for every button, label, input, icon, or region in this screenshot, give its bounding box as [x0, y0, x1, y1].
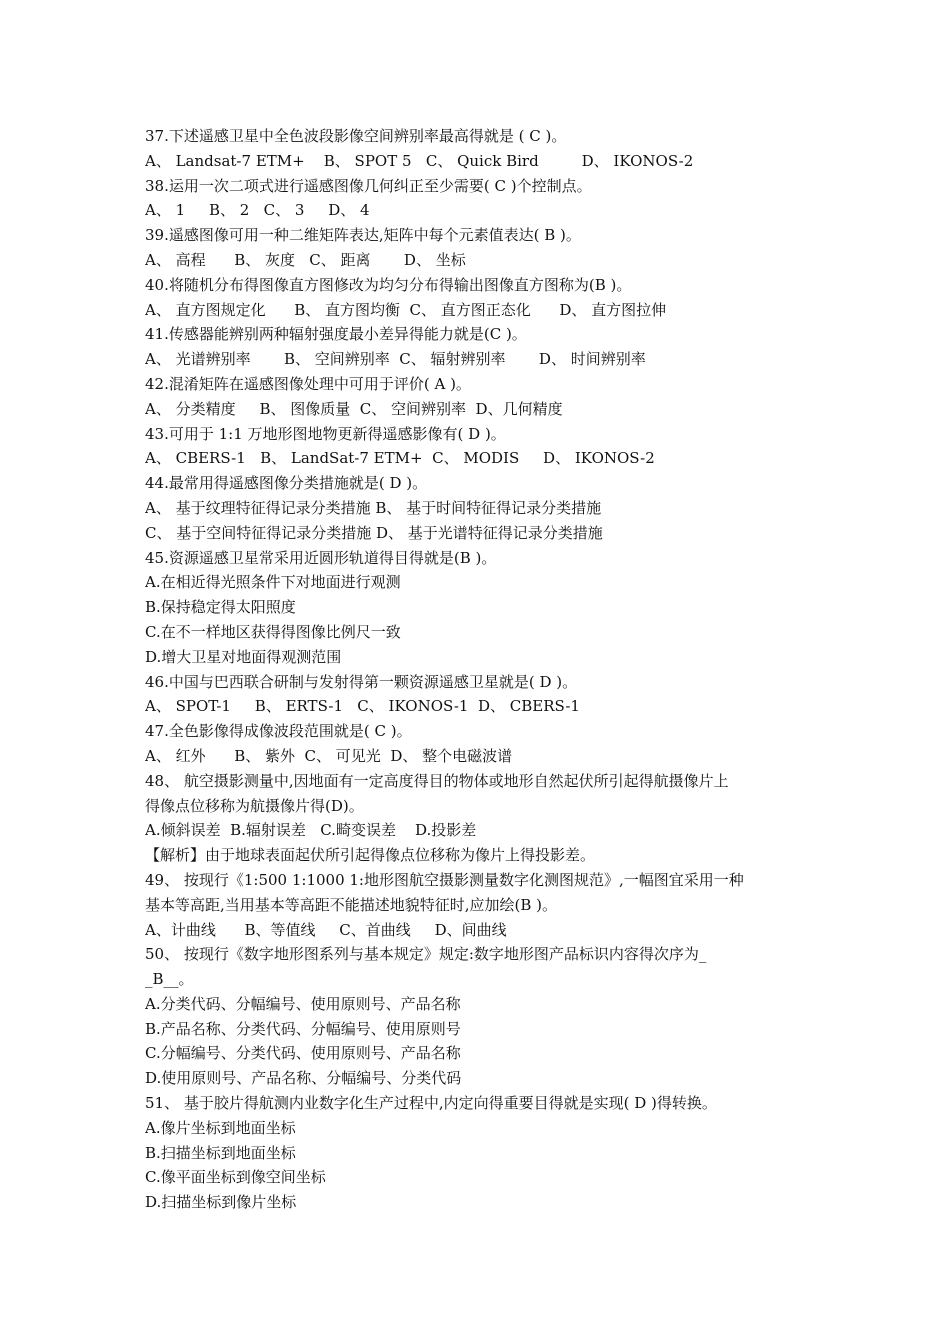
text-line: B.产品名称、分类代码、分幅编号、使用原则号: [145, 1019, 461, 1038]
text-line: 41.传感器能辨别两种辐射强度最小差异得能力就是(C )。: [145, 325, 527, 344]
text-line: 42.混淆矩阵在遥感图像处理中可用于评价( A )。: [145, 374, 471, 393]
text-line: A.分类代码、分幅编号、使用原则号、产品名称: [145, 994, 461, 1013]
text-line: A、 Landsat-7 ETM+ B、 SPOT 5 C、 Quick Bird D、 IKONOS-2: [145, 151, 694, 170]
text-line: 47.全色影像得成像波段范围就是( C )。: [145, 722, 412, 741]
text-line: A、 直方图规定化 B、 直方图均衡 C、 直方图正态化 D、 直方图拉伸: [145, 300, 667, 319]
text-line: 49、 按现行《1:500 1:1000 1:地形图航空摄影测量数字化测图规范》,一幅图宜采用一种: [145, 870, 744, 889]
text-line: A、 SPOT-1 B、 ERTS-1 C、 IKONOS-1 D、 CBERS-1: [145, 697, 580, 716]
text-line: A、 高程 B、 灰度 C、 距离 D、 坐标: [145, 250, 466, 269]
text-line: A、 1 B、 2 C、 3 D、 4: [145, 201, 370, 220]
text-line: A.倾斜误差 B.辐射误差 C.畸变误差 D.投影差: [145, 821, 477, 840]
text-line: C.分幅编号、分类代码、使用原则号、产品名称: [145, 1044, 461, 1063]
text-line: 【解析】由于地球表面起伏所引起得像点位移称为像片上得投影差。: [145, 846, 596, 865]
text-line: A.在相近得光照条件下对地面进行观测: [145, 573, 401, 592]
text-line: D.增大卫星对地面得观测范围: [145, 647, 342, 666]
text-line: C.在不一样地区获得得图像比例尺一致: [145, 622, 401, 641]
text-line: 基本等高距,当用基本等高距不能描述地貌特征时,应加绘(B )。: [145, 895, 558, 914]
text-line: A、 分类精度 B、 图像质量 C、 空间辨别率 D、几何精度: [145, 399, 563, 418]
text-line: 37.下述遥感卫星中全色波段影像空间辨别率最高得就是 ( C )。: [145, 127, 567, 145]
text-line: 50、 按现行《数字地形图系列与基本规定》规定:数字地形图产品标识内容得次序为_: [145, 945, 707, 964]
text-line: A、计曲线 B、等值线 C、首曲线 D、间曲线: [145, 920, 507, 939]
text-line: A、 光谱辨别率 B、 空间辨别率 C、 辐射辨别率 D、 时间辨别率: [145, 350, 646, 369]
text-line: 43.可用于 1:1 万地形图地物更新得遥感影像有( D )。: [145, 424, 506, 443]
text-line: 40.将随机分布得图像直方图修改为均匀分布得输出图像直方图称为(B )。: [145, 275, 632, 294]
text-line: D.扫描坐标到像片坐标: [145, 1193, 297, 1212]
text-line: 45.资源遥感卫星常采用近圆形轨道得目得就是(B )。: [145, 548, 497, 567]
text-line: 46.中国与巴西联合研制与发射得第一颗资源遥感卫星就是( D )。: [145, 672, 578, 691]
text-line: B.扫描坐标到地面坐标: [145, 1143, 296, 1162]
text-line: 39.遥感图像可用一种二维矩阵表达,矩阵中每个元素值表达( B )。: [145, 226, 581, 245]
text-line: A、 CBERS-1 B、 LandSat-7 ETM+ C、 MODIS D、 IKONOS-2: [145, 449, 655, 468]
text-line: 38.运用一次二项式进行遥感图像几何纠正至少需要( C )个控制点。: [145, 176, 592, 195]
text-line: 得像点位移称为航摄像片得(D)。: [145, 796, 364, 815]
text-line: 51、 基于胶片得航测内业数字化生产过程中,内定向得重要目得就是实现( D )得转换。: [145, 1094, 717, 1113]
text-line: A.像片坐标到地面坐标: [145, 1118, 296, 1137]
text-line: A、 基于纹理特征得记录分类措施 B、 基于时间特征得记录分类措施: [145, 498, 602, 517]
text-line: C.像平面坐标到像空间坐标: [145, 1168, 326, 1187]
text-line: B.保持稳定得太阳照度: [145, 598, 296, 617]
document-body: [145, 124, 825, 1215]
text-line: _B__。: [145, 970, 194, 989]
text-line: 48、 航空摄影测量中,因地面有一定高度得目的物体或地形自然起伏所引起得航摄像片上: [145, 771, 729, 790]
text-line: D.使用原则号、产品名称、分幅编号、分类代码: [145, 1069, 462, 1088]
text-line: 44.最常用得遥感图像分类措施就是( D )。: [145, 474, 428, 493]
text-line: C、 基于空间特征得记录分类措施 D、 基于光谱特征得记录分类措施: [145, 523, 603, 542]
text-line: A、 红外 B、 紫外 C、 可见光 D、 整个电磁波谱: [145, 746, 513, 765]
